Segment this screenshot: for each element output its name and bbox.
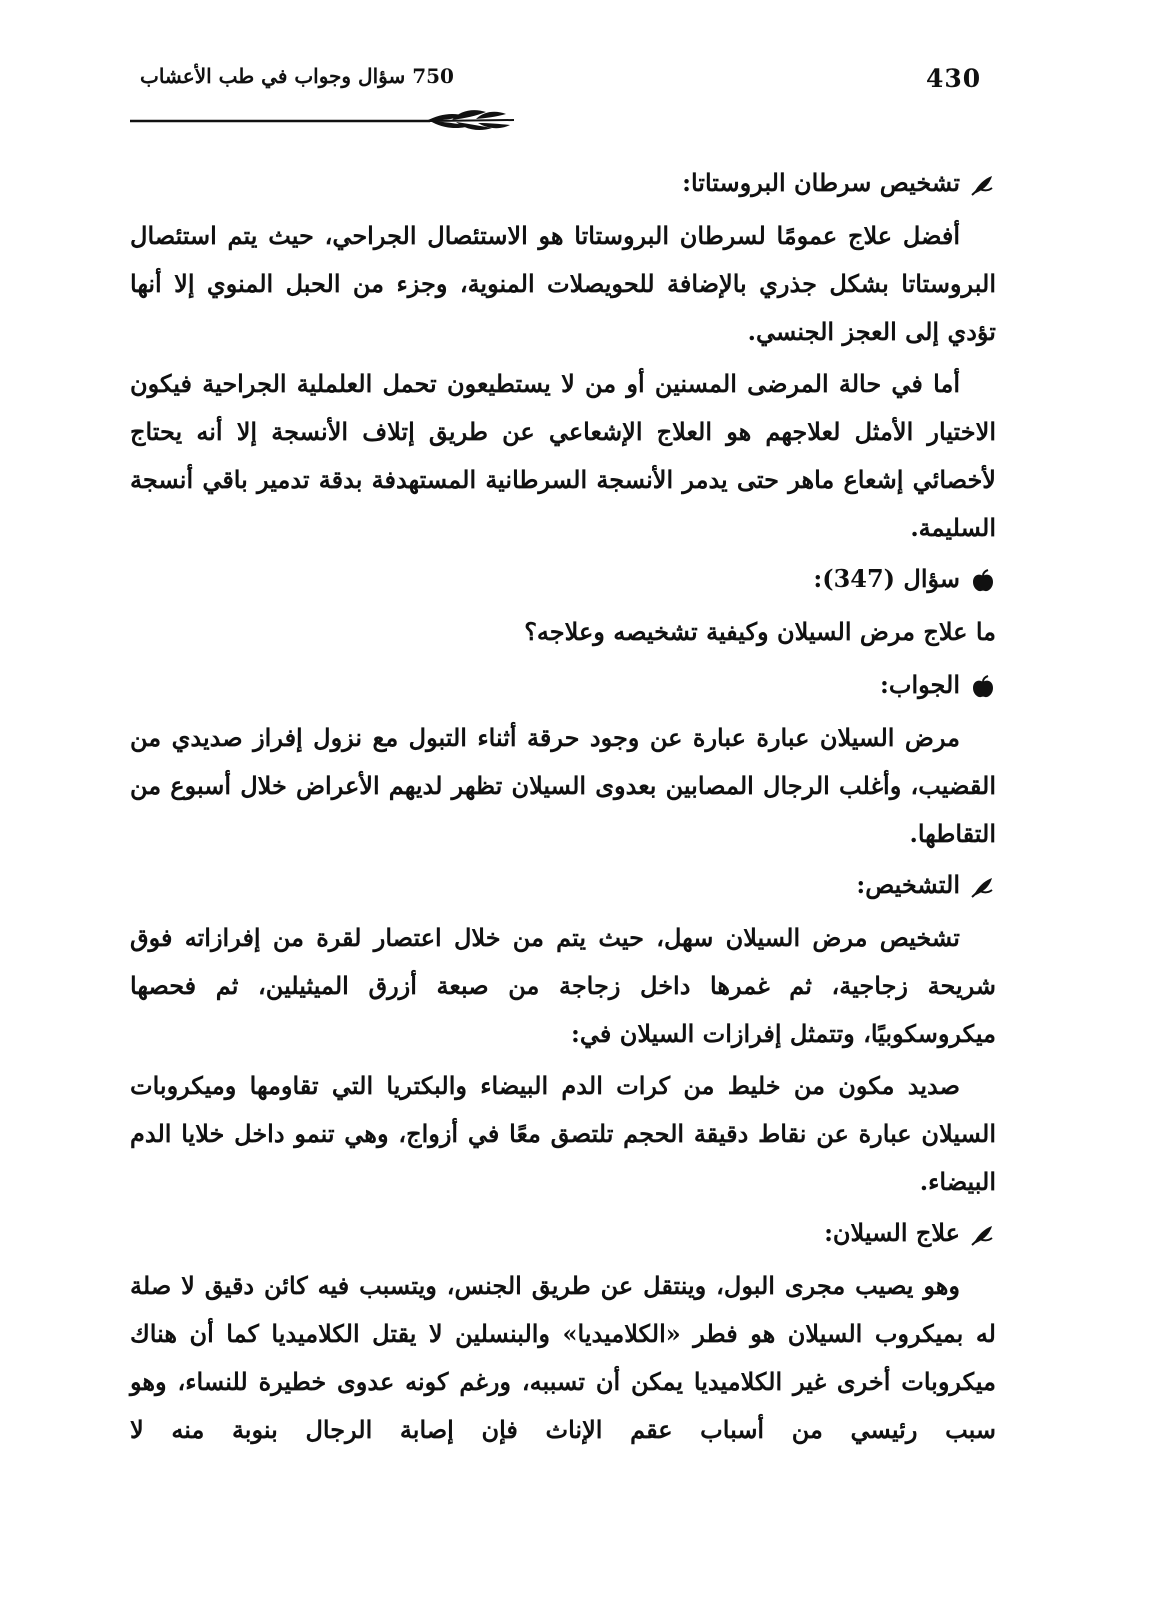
- section-heading-text: علاج السيلان:: [824, 1218, 960, 1247]
- question-label: سؤال (347):: [813, 564, 960, 593]
- leaf-icon: [970, 875, 996, 899]
- apple-icon: [970, 569, 996, 593]
- paragraph-diagnosis-method: تشخيص مرض السيلان سهل، حيث يتم من خلال اعتصار لقرة من إفرازاته فوق شريحة زجاجية، ثم غمرها داخل زجاجة من صبعة أزرق الميثيلين، ثم فحصها ميكروسكوبيًا، وتتمثل إفرازات السيلان في:: [130, 923, 996, 1048]
- section-heading-text: تشخيص سرطان البروستاتا:: [682, 168, 960, 197]
- question-label-line: [130, 556, 996, 602]
- paragraph-secretions: صديد مكون من خليط من كرات الدم البيضاء والبكتريا التي تقاومها وميكروبات السيلان عبارة عن نقاط دقيقة الحجم تلتصق معًا في أزواج، وهي تنمو داخل خلايا الدم البيضاء.: [130, 1071, 996, 1196]
- answer-label-line: [130, 662, 996, 708]
- paragraph-gonorrhea-definition: مرض السيلان عبارة عبارة عن وجود حرقة أثناء التبول مع نزول إفراز صديدي من القضيب، وأغلب الرجال المصابين بعدوى السيلان تظهر لديهم الأعراض خلال أسبوع من التقاطها.: [130, 723, 996, 848]
- question-text: ما علاج مرض السيلان وكيفية تشخيصه وعلاجه؟: [524, 617, 996, 646]
- answer-label: الجواب:: [880, 670, 960, 699]
- running-title: 750 سؤال وجواب في طب الأعشاب: [140, 64, 454, 88]
- paragraph-radiation: أما في حالة المرضى المسنين أو من لا يستطيعون تحمل العلملية الجراحية فيكون الاختيار الأمثل لعلاجهم هو العلاج الإشعاعي عن طريق إتلاف الأنسجة إلا أنه يحتاج لأخصائي إشعاع ماهر حتى يدمر الأنسجة السرطانية المستهدفة بدقة تدمير باقي أنسجة السليمة.: [130, 369, 996, 542]
- section-heading-text: التشخيص:: [856, 870, 960, 899]
- section-heading-treatment: [130, 1210, 996, 1256]
- page-number: 430: [926, 64, 982, 93]
- leaf-icon: [970, 173, 996, 197]
- paragraph-treatment: وهو يصيب مجرى البول، وينتقل عن طريق الجنس، ويتسبب فيه كائن دقيق لا صلة له بميكروب السيلان هو فطر «الكلاميديا» والبنسلين لا يقتل الكلاميديا كما أن هناك ميكروبات أخرى غير الكلاميديا يمكن أن تسببه، ورغم كونه عدوى خطيرة للنساء، وهو سبب رئيسي من أسباب عقم الإناث فإن إصابة الرجال بنوبة منه لا: [130, 1271, 996, 1444]
- paragraph-surgery: أفضل علاج عمومًا لسرطان البروستاتا هو الاستئصال الجراحي، حيث يتم استئصال البروستاتا بشكل جذري بالإضافة للحويصلات المنوية، وجزء من الحبل المنوي إلا أنها تؤدي إلى العجز الجنسي.: [130, 221, 996, 346]
- section-heading-prostate-diagnosis: [130, 160, 996, 206]
- leaf-icon: [970, 1223, 996, 1247]
- page-content: [130, 160, 996, 1458]
- header-ornament: [130, 108, 520, 134]
- apple-icon: [970, 675, 996, 699]
- leaf-branch-icon: [130, 108, 520, 134]
- section-heading-diagnosis: [130, 862, 996, 908]
